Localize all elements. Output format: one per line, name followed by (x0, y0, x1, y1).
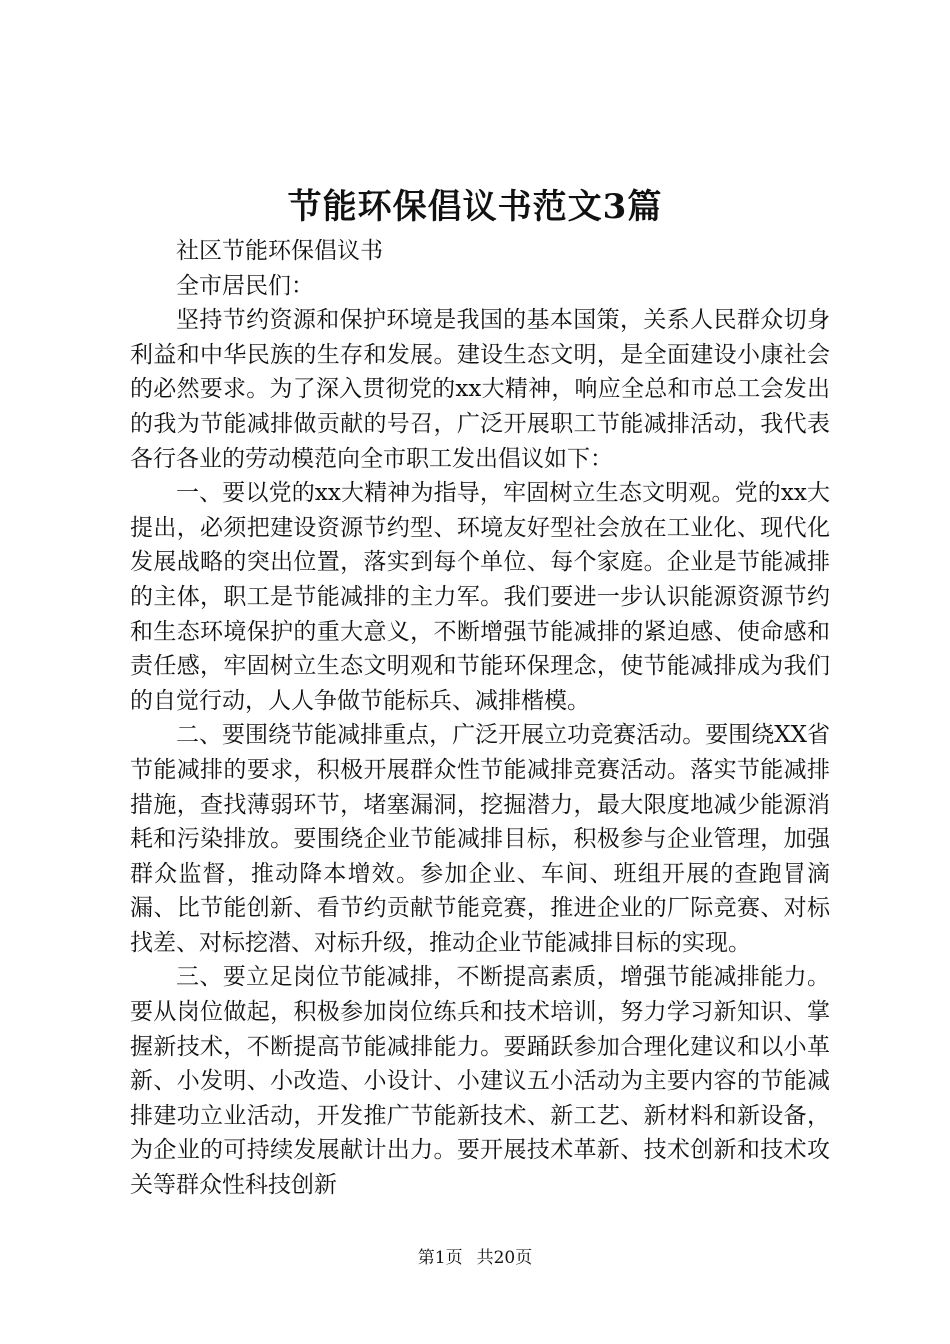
paragraph-point-one: 一、要以党的xx大精神为指导，牢固树立生态文明观。党的xx大提出，必须把建设资源节约型、环境友好型社会放在工业化、现代化发展战略的突出位置，落实到每个单位、每个家庭。企业是节能减排的主体，职工是节能减排的主力军。我们要进一步认识能源资源节约和生态环境保护的重大意义，不断增强节能减排的紧迫感、使命感和责任感，牢固树立生态文明观和节能环保理念，使节能减排成为我们的自觉行动，人人争做节能标兵、减排楷模。 (130, 480, 830, 714)
document-body (130, 234, 830, 1203)
salutation: 全市居民们： (176, 272, 314, 299)
document-title: 节能环保倡议书范文3篇 (287, 187, 663, 227)
paragraph-point-three: 三、要立足岗位节能减排，不断提高素质，增强节能减排能力。要从岗位做起，积极参加岗位练兵和技术培训，努力学习新知识、掌握新技术，不断提高节能减排能力。要踊跃参加合理化建议和以小革新、小发明、小改造、小设计、小建议五小活动为主要内容的节能减排建功立业活动，开发推广节能新技术、新工艺、新材料和新设备，为企业的可持续发展献计出力。要开展技术革新、技术创新和技术攻关等群众性科技创新 (130, 964, 830, 1199)
section-subtitle: 社区节能环保倡议书 (176, 238, 383, 264)
page-number: 第1页 (417, 1248, 463, 1268)
paragraph-point-two: 二、要围绕节能减排重点，广泛开展立功竞赛活动。要围绕XX省节能减排的要求，积极开展群众性节能减排竞赛活动。落实节能减排措施，查找薄弱环节，堵塞漏洞，挖掘潜力，最大限度地减少能源消耗和污染排放。要围绕企业节能减排目标，积极参与企业管理，加强群众监督，推动降本增效。参加企业、车间、班组开展的查跑冒滴漏、比节能创新、看节约贡献节能竞赛，推进企业的厂际竞赛、对标找差、对标挖潜、对标升级，推动企业节能减排目标的实现。 (130, 722, 830, 956)
page-footer (0, 1246, 950, 1270)
paragraph-intro: 坚持节约资源和保护环境是我国的基本国策，关系人民群众切身利益和中华民族的生存和发展。建设生态文明，是全面建设小康社会的必然要求。为了深入贯彻党的xx大精神，响应全总和市总工会发出的我为节能减排做贡献的号召，广泛开展职工节能减排活动，我代表各行各业的劳动模范向全市职工发出倡议如下： (130, 307, 830, 472)
page-total: 共20页 (476, 1248, 533, 1268)
